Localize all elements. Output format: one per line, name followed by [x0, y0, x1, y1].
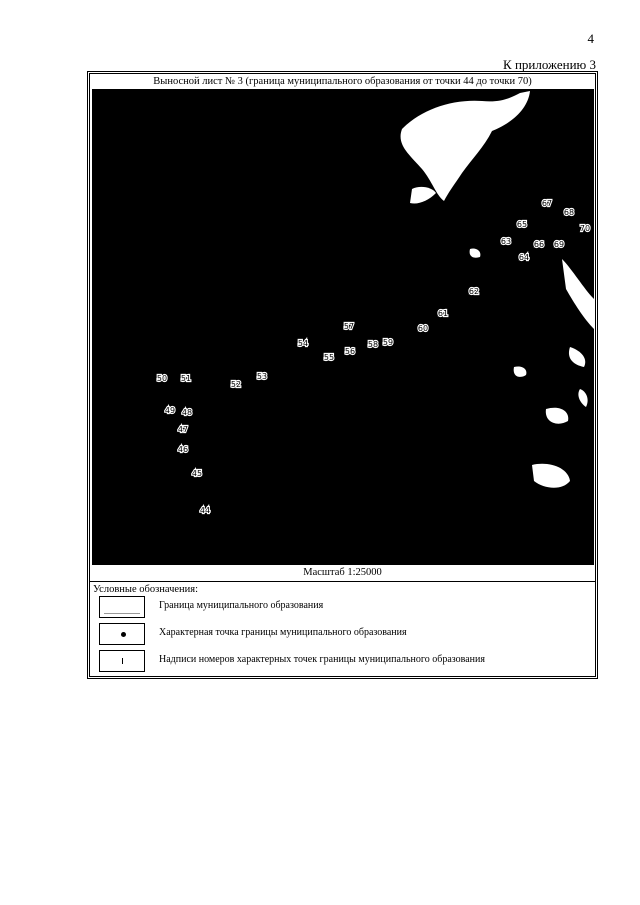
boundary-point-label-52: 52	[230, 380, 242, 389]
legend-item-boundary-line	[99, 596, 579, 620]
boundary-point-label-57: 57	[343, 322, 355, 331]
boundary-line-icon	[99, 596, 145, 618]
boundary-point-label-55: 55	[323, 353, 335, 362]
boundary-point-label-58: 58	[367, 340, 379, 349]
boundary-point-label-44: 44	[199, 506, 211, 515]
boundary-point-label-53: 53	[256, 372, 268, 381]
boundary-point-label-56: 56	[344, 347, 356, 356]
boundary-point-label-46: 46	[177, 445, 189, 454]
map-sheet-frame	[87, 71, 598, 679]
boundary-point-label-63: 63	[500, 237, 512, 246]
sheet-title: Выносной лист № 3 (граница муниципального образования от точки 44 до точки 70)	[153, 76, 532, 87]
page-number: 4	[587, 31, 594, 46]
boundary-point-label-62: 62	[468, 287, 480, 296]
boundary-point-label-67: 67	[541, 199, 553, 208]
boundary-point-label-49: 49	[164, 406, 176, 415]
boundary-point-label-69: 69	[553, 240, 565, 249]
scale-label: Масштаб 1:25000	[303, 567, 382, 578]
boundary-point-label-64: 64	[518, 253, 530, 262]
legend-item-label: Характерная точка границы муниципального образования	[159, 627, 407, 638]
legend-item-label: Граница муниципального образования	[159, 600, 324, 611]
boundary-point-label-70: 70	[579, 224, 591, 233]
map-area	[92, 89, 594, 565]
legend-item-point-labels	[99, 650, 579, 674]
boundary-point-icon	[99, 623, 145, 645]
boundary-point-label-60: 60	[417, 324, 429, 333]
map-canvas	[92, 89, 594, 565]
boundary-point-label-61: 61	[437, 309, 449, 318]
boundary-point-label-65: 65	[516, 220, 528, 229]
boundary-point-label-47: 47	[177, 425, 189, 434]
legend-divider	[90, 581, 595, 582]
boundary-point-label-50: 50	[156, 374, 168, 383]
boundary-point-label-66: 66	[533, 240, 545, 249]
boundary-point-label-48: 48	[181, 408, 193, 417]
appendix-label: К приложению 3	[503, 57, 596, 72]
legend-item-label: Надписи номеров характерных точек границы муниципального образования	[159, 654, 485, 665]
boundary-point-label-45: 45	[191, 469, 203, 478]
boundary-point-label-51: 51	[180, 374, 192, 383]
boundary-point-label-59: 59	[382, 338, 394, 347]
point-number-label-icon	[99, 650, 145, 672]
boundary-point-label-54: 54	[297, 339, 309, 348]
legend-item-boundary-point	[99, 623, 579, 647]
boundary-point-label-68: 68	[563, 208, 575, 217]
legend-title: Условные обозначения:	[93, 584, 199, 595]
